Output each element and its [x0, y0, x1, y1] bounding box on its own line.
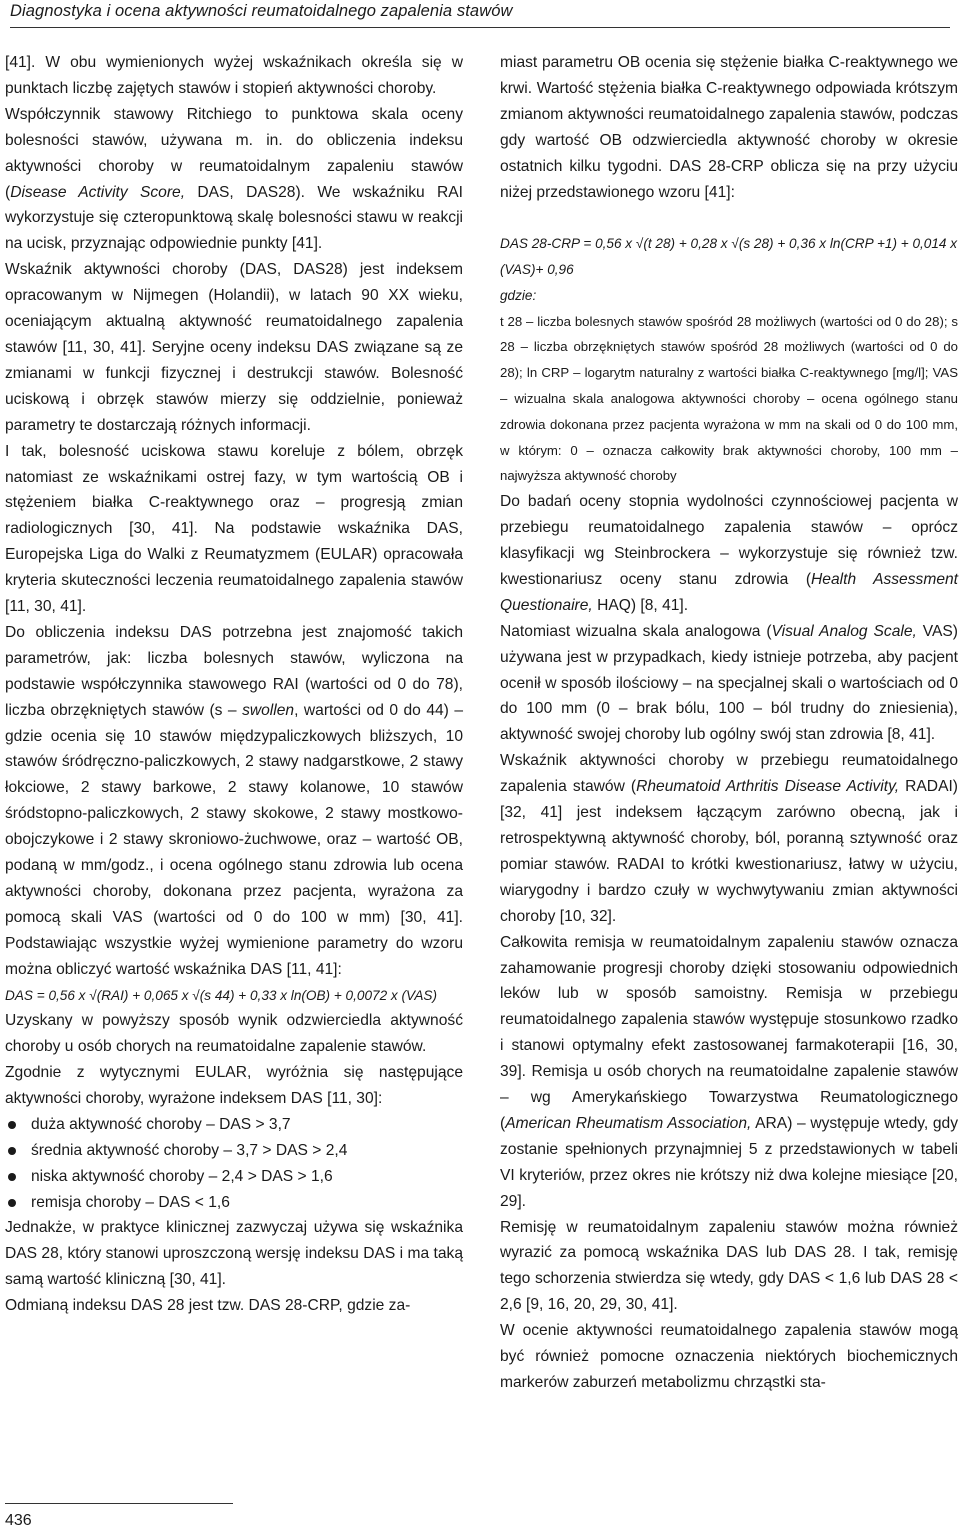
- paragraph: [41]. W obu wymienionych wyżej wskaźnikach określa się w punktach liczbę zajętych stawów i stopień aktywności choroby.: [5, 54, 463, 97]
- paragraph: Jednakże, w praktyce klinicznej zazwyczaj używa się wskaźnika DAS 28, który stanowi uproszczoną wersję indeksu DAS i ma taką samą wartość kliniczną [30, 41].: [5, 1219, 463, 1289]
- running-header-title: Diagnostyka i ocena aktywności reumatoidalnego zapalenia stawów: [10, 2, 513, 20]
- header-rule: [10, 27, 950, 28]
- paragraph: Do badań oceny stopnia wydolności czynnościowej pacjenta w przebiegu reumatoidalnego zapalenia stawów – oprócz klasyfikacji wg Steinbrockera – wykorzystuje się również tzw. kwestionariusz oceny stanu zdrowia (Health Assessment Questionaire, HAQ) [8, 41].: [500, 493, 958, 614]
- bullet-icon: [8, 1121, 16, 1129]
- paragraph: Wskaźnik aktywności choroby w przebiegu reumatoidalnego zapalenia stawów (Rheumatoid Arthritis Disease Activity, RADAI) [32, 41] jest indeksem łączącym zarówno obecną, jak i retrospektywną aktywność choroby, ból, poranną sztywność oraz pomiar stawów. RADAI to krótki kwestionariusz, łatwy w użyciu, wiarygodny i bardzo czuły w wychwytywaniu zmian aktywności choroby [10, 32].: [500, 752, 958, 925]
- legend-heading: gdzie:: [500, 287, 537, 303]
- formula-legend: t 28 – liczba bolesnych stawów spośród 28 możliwych (wartości od 0 do 28); s 28 – liczba obrzękniętych stawów spośród 28 możliwych (wartości od 0 do 28); ln CRP – logarytm naturalny z wartości białka C-reaktywnego [mg/l]; VAS – wizualna skala analogowa aktywności choroby – ocena ogólnego stanu zdrowia dokonana przez pacjenta wyrażona w mm na skali od 0 do 100 mm, w którym: 0 – oznacza całkowity brak aktywności choroby, 100 mm – najwyższa aktywność choroby: [500, 313, 958, 484]
- running-header: [10, 0, 950, 28]
- paragraph: Zgodnie z wytycznymi EULAR, wyróżnia się następujące aktywności choroby, wyrażone indeksem DAS [11, 30]:: [5, 1064, 463, 1107]
- das-formula: DAS = 0,56 x √(RAI) + 0,065 x √(s 44) + 0,33 x ln(OB) + 0,0072 x (VAS): [5, 987, 437, 1003]
- left-column: [5, 50, 463, 1319]
- list-item: remisja choroby – DAS < 1,6: [5, 1190, 463, 1216]
- das28-crp-formula: DAS 28-CRP = 0,56 x √(t 28) + 0,28 x √(s 28) + 0,36 x ln(CRP +1) + 0,014 x (VAS)+ 0,96: [500, 236, 958, 278]
- list-item: duża aktywność choroby – DAS > 3,7: [5, 1112, 463, 1138]
- das-activity-list: [5, 1112, 463, 1216]
- paragraph: miast parametru OB ocenia się stężenie białka C-reaktywnego we krwi. Wartość stężenia białka C-reaktywnego odpowiada krótszym zmianom aktywności reumatoidalnego zapalenia stawów, podczas gdy wartość OB odzwierciedla aktywność choroby w okresie ostatnich kilku tygodni. DAS 28-CRP oblicza się na przy użyciu niżej przedstawionego wzoru [41]:: [500, 54, 958, 201]
- bullet-icon: [8, 1199, 16, 1207]
- paragraph: I tak, bolesność uciskowa stawu koreluje z bólem, obrzęk natomiast ze wskaźnikami ostrej fazy, w tym wartością OB i stężeniem białka C-reaktywnego oraz – progresją zmian radiologicznych [30, 41]. Na podstawie wskaźnika DAS, Europejska Liga do Walki z Reumatyzmem (EULAR) opracowała kryteria skuteczności leczenia reumatoidalnego zapalenia stawów [11, 30, 41].: [5, 442, 463, 616]
- paragraph: W ocenie aktywności reumatoidalnego zapalenia stawów mogą być również pomocne oznaczenia niektórych biochemicznych markerów zaburzeń metabolizmu chrząstki sta-: [500, 1322, 958, 1392]
- page-number: 436: [5, 1512, 32, 1529]
- paragraph: Remisję w reumatoidalnym zapaleniu stawów można również wyrazić za pomocą wskaźnika DAS lub DAS 28. I tak, remisję tego schorzenia stwierdza się wtedy, gdy DAS < 1,6 lub DAS 28 < 2,6 [9, 16, 20, 29, 30, 41].: [500, 1218, 958, 1314]
- footer-rule: [5, 1503, 233, 1504]
- right-column: [500, 50, 958, 1396]
- paragraph: Odmianą indeksu DAS 28 jest tzw. DAS 28-CRP, gdzie za-: [5, 1297, 411, 1315]
- paragraph: Natomiast wizualna skala analogowa (Visual Analog Scale, VAS) używana jest w przypadkach, kiedy istnieje potrzeba, aby pacjent ocenił w sposób ilościowy – na specjalnej skali o wartościach od 0 do 100 mm (0 – brak bólu, 100 – ból trudny do zniesienia), aktywność swojej choroby lub ogólny swój stan zdrowia [8, 41].: [500, 622, 959, 744]
- list-item: niska aktywność choroby – 2,4 > DAS > 1,6: [5, 1164, 463, 1190]
- bullet-icon: [8, 1147, 16, 1155]
- paragraph: Współczynnik stawowy Ritchiego to punktowa skala oceny bolesności stawów, używana m. in. do obliczenia indeksu aktywności choroby w reumatoidalnym zapaleniu stawów (Disease Activity Score, DAS, DAS28). We wskaźniku RAI wykorzystuje się czteropunktową skalę bolesności stawu w reakcji na ucisk, przyznając odpowiednie punkty [41].: [5, 105, 463, 253]
- paragraph: Wskaźnik aktywności choroby (DAS, DAS28) jest indeksem opracowanym w Nijmegen (Holandii), w latach 90 XX wieku, oceniającym aktualną aktywność reumatoidalnego zapalenia stawów [11, 30, 41]. Seryjne oceny indeksu DAS związane są ze zmianami w funkcji fizycznej i destrukcji stawów. Bolesność uciskową i obrzęk stawów mierzy się oddzielnie, ponieważ parametry te dostarczają różnych informacji.: [5, 261, 463, 434]
- bullet-icon: [8, 1173, 16, 1181]
- paragraph: Do obliczenia indeksu DAS potrzebna jest znajomość takich parametrów, jak: liczba bolesnych stawów, wyliczona na podstawie współczynnika stawowego RAI (wartości od 0 do 78), liczba obrzękniętych stawów (s – swollen, wartości od 0 do 44) – gdzie ocenia się 10 stawów międzypaliczkowych bliższych, 10 stawów śródręczno-paliczkowych, 2 stawy nadgarstkowe, 2 stawy łokciowe, 2 stawy barkowe, 2 stawy kolanowe, 10 stawów śródstopno-paliczkowych, 2 stawy skokowe, 2 stawy mostkowo-obojczykowe i 2 stawy skroniowo-żuchwowe, oraz – wartość OB, podaną w mm/godz., i ocena ogólnego stanu zdrowia lub ocena aktywności choroby, dokonana przez pacjenta, wyrażona za pomocą skali VAS (wartości od 0 do 100 w mm) [30, 41]. Podstawiając wszystkie wyżej wymienione parametry do wzoru można obliczyć wartość wskaźnika DAS [11, 41]:: [5, 623, 463, 978]
- paragraph: Uzyskany w powyższy sposób wynik odzwierciedla aktywność choroby u osób chorych na reumatoidalne zapalenie stawów.: [5, 1012, 463, 1056]
- list-item: średnia aktywność choroby – 3,7 > DAS > 2,4: [5, 1138, 463, 1164]
- paragraph: Całkowita remisja w reumatoidalnym zapaleniu stawów oznacza zahamowanie progresji choroby dzięki stosowaniu odpowiednich leków lub w sposób samoistny. Remisja w przebiegu reumatoidalnego zapalenia stawów występuje stosunkowo rzadko i stanowi optymalny efekt zastosowanej farmakoterapii [16, 30, 39]. Remisja u osób chorych na reumatoidalne zapalenie stawów – wg Amerykańskiego Towarzystwa Reumatologicznego (American Rheumatism Association, ARA) – występuje wtedy, gdy zostanie spełnionych przynajmniej 5 z przedstawionych w tabeli VI kryteriów, przez okres nie krótszy niż dwa kolejne miesiące [20, 29].: [500, 933, 958, 1210]
